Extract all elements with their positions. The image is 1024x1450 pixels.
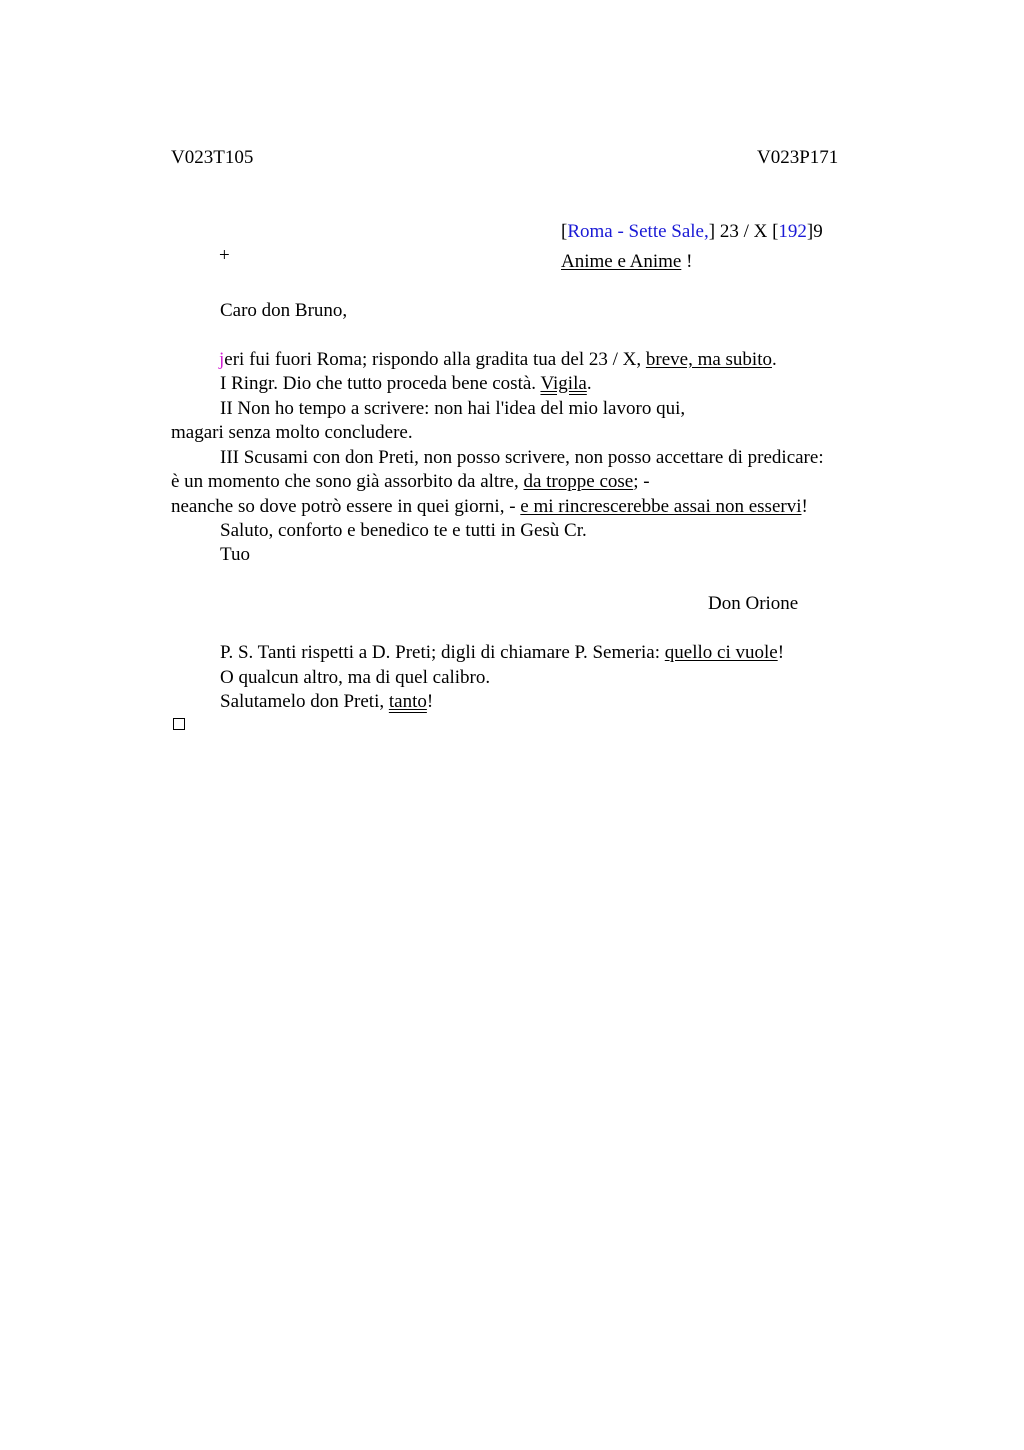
- motto-text: Anime e Anime: [561, 251, 682, 272]
- paragraph-4-line-2: [171, 470, 650, 494]
- paragraph-2-underlined: Vigila: [540, 373, 587, 394]
- postscript-line-1: [220, 641, 784, 665]
- paragraph-3-line-2: magari senza molto concludere.: [171, 422, 413, 443]
- dateline-year-inserted: 192: [778, 221, 807, 242]
- paragraph-4-line-3-tail: !: [801, 496, 808, 517]
- salutation: Caro don Bruno,: [220, 300, 348, 321]
- motto-tail: !: [681, 251, 693, 272]
- postscript-line-1-underlined: quello ci vuole: [664, 642, 778, 663]
- paragraph-4-line-2-tail: ; -: [633, 471, 650, 492]
- paragraph-2-tail: .: [586, 373, 592, 394]
- paragraph-4-line-3: [171, 495, 808, 519]
- paragraph-1: [219, 348, 777, 372]
- paragraph-4-line-2-underlined: da troppe cose: [523, 471, 634, 492]
- postscript-line-3-tail: !: [426, 691, 434, 712]
- paragraph-1-tail: .: [771, 349, 777, 370]
- paragraph-4-line-1: III Scusami con don Preti, non posso scrivere, non posso accettare di predicare:: [220, 447, 824, 468]
- postscript-line-3-text: Salutamelo don Preti,: [220, 691, 389, 712]
- paragraph-1-text: eri fui fuori Roma; rispondo alla gradita tua del 23 / X,: [224, 349, 646, 370]
- paragraph-4-line-3-text: neanche so dove potrò essere in quei giorni, -: [171, 496, 521, 517]
- closing-line-2: Tuo: [220, 544, 250, 565]
- paragraph-3-line-1: II Non ho tempo a scrivere: non hai l'idea del mio lavoro qui,: [220, 398, 686, 419]
- motto: [561, 250, 692, 274]
- postscript-line-1-text: P. S. Tanti rispetti a D. Preti; digli di chiamare P. Semeria:: [220, 642, 665, 663]
- paragraph-2-text: I Ringr. Dio che tutto proceda bene costà.: [220, 373, 541, 394]
- paragraph-4-line-2-text: è un momento che sono già assorbito da altre,: [171, 471, 524, 492]
- paragraph-1-initial: j: [219, 349, 225, 370]
- dateline-open-bracket: [: [561, 221, 568, 242]
- signature: Don Orione: [708, 593, 799, 614]
- dateline-place: Roma - Sette Sale,: [567, 221, 709, 242]
- dateline-year-end: ]9: [806, 221, 823, 242]
- postscript-line-2: O qualcun altro, ma di quel calibro.: [220, 667, 491, 688]
- document-code-left: V023T105: [171, 147, 254, 168]
- postscript-line-3: [220, 690, 433, 714]
- cross-symbol: +: [219, 245, 230, 266]
- postscript-line-3-underlined: tanto: [388, 691, 427, 712]
- document-code-right: V023P171: [757, 147, 839, 168]
- paragraph-2: [220, 372, 592, 396]
- closing-line-1: Saluto, conforto e benedico te e tutti in Gesù Cr.: [220, 520, 587, 541]
- paragraph-4-line-3-underlined: e mi rincrescerebbe assai non esservi: [520, 496, 802, 517]
- dateline-date: ] 23 / X [: [708, 221, 779, 242]
- postscript-line-1-tail: !: [777, 642, 785, 663]
- end-of-document-square-icon: [173, 718, 185, 730]
- paragraph-1-underlined: breve, ma subito: [645, 349, 772, 370]
- dateline: [561, 220, 823, 244]
